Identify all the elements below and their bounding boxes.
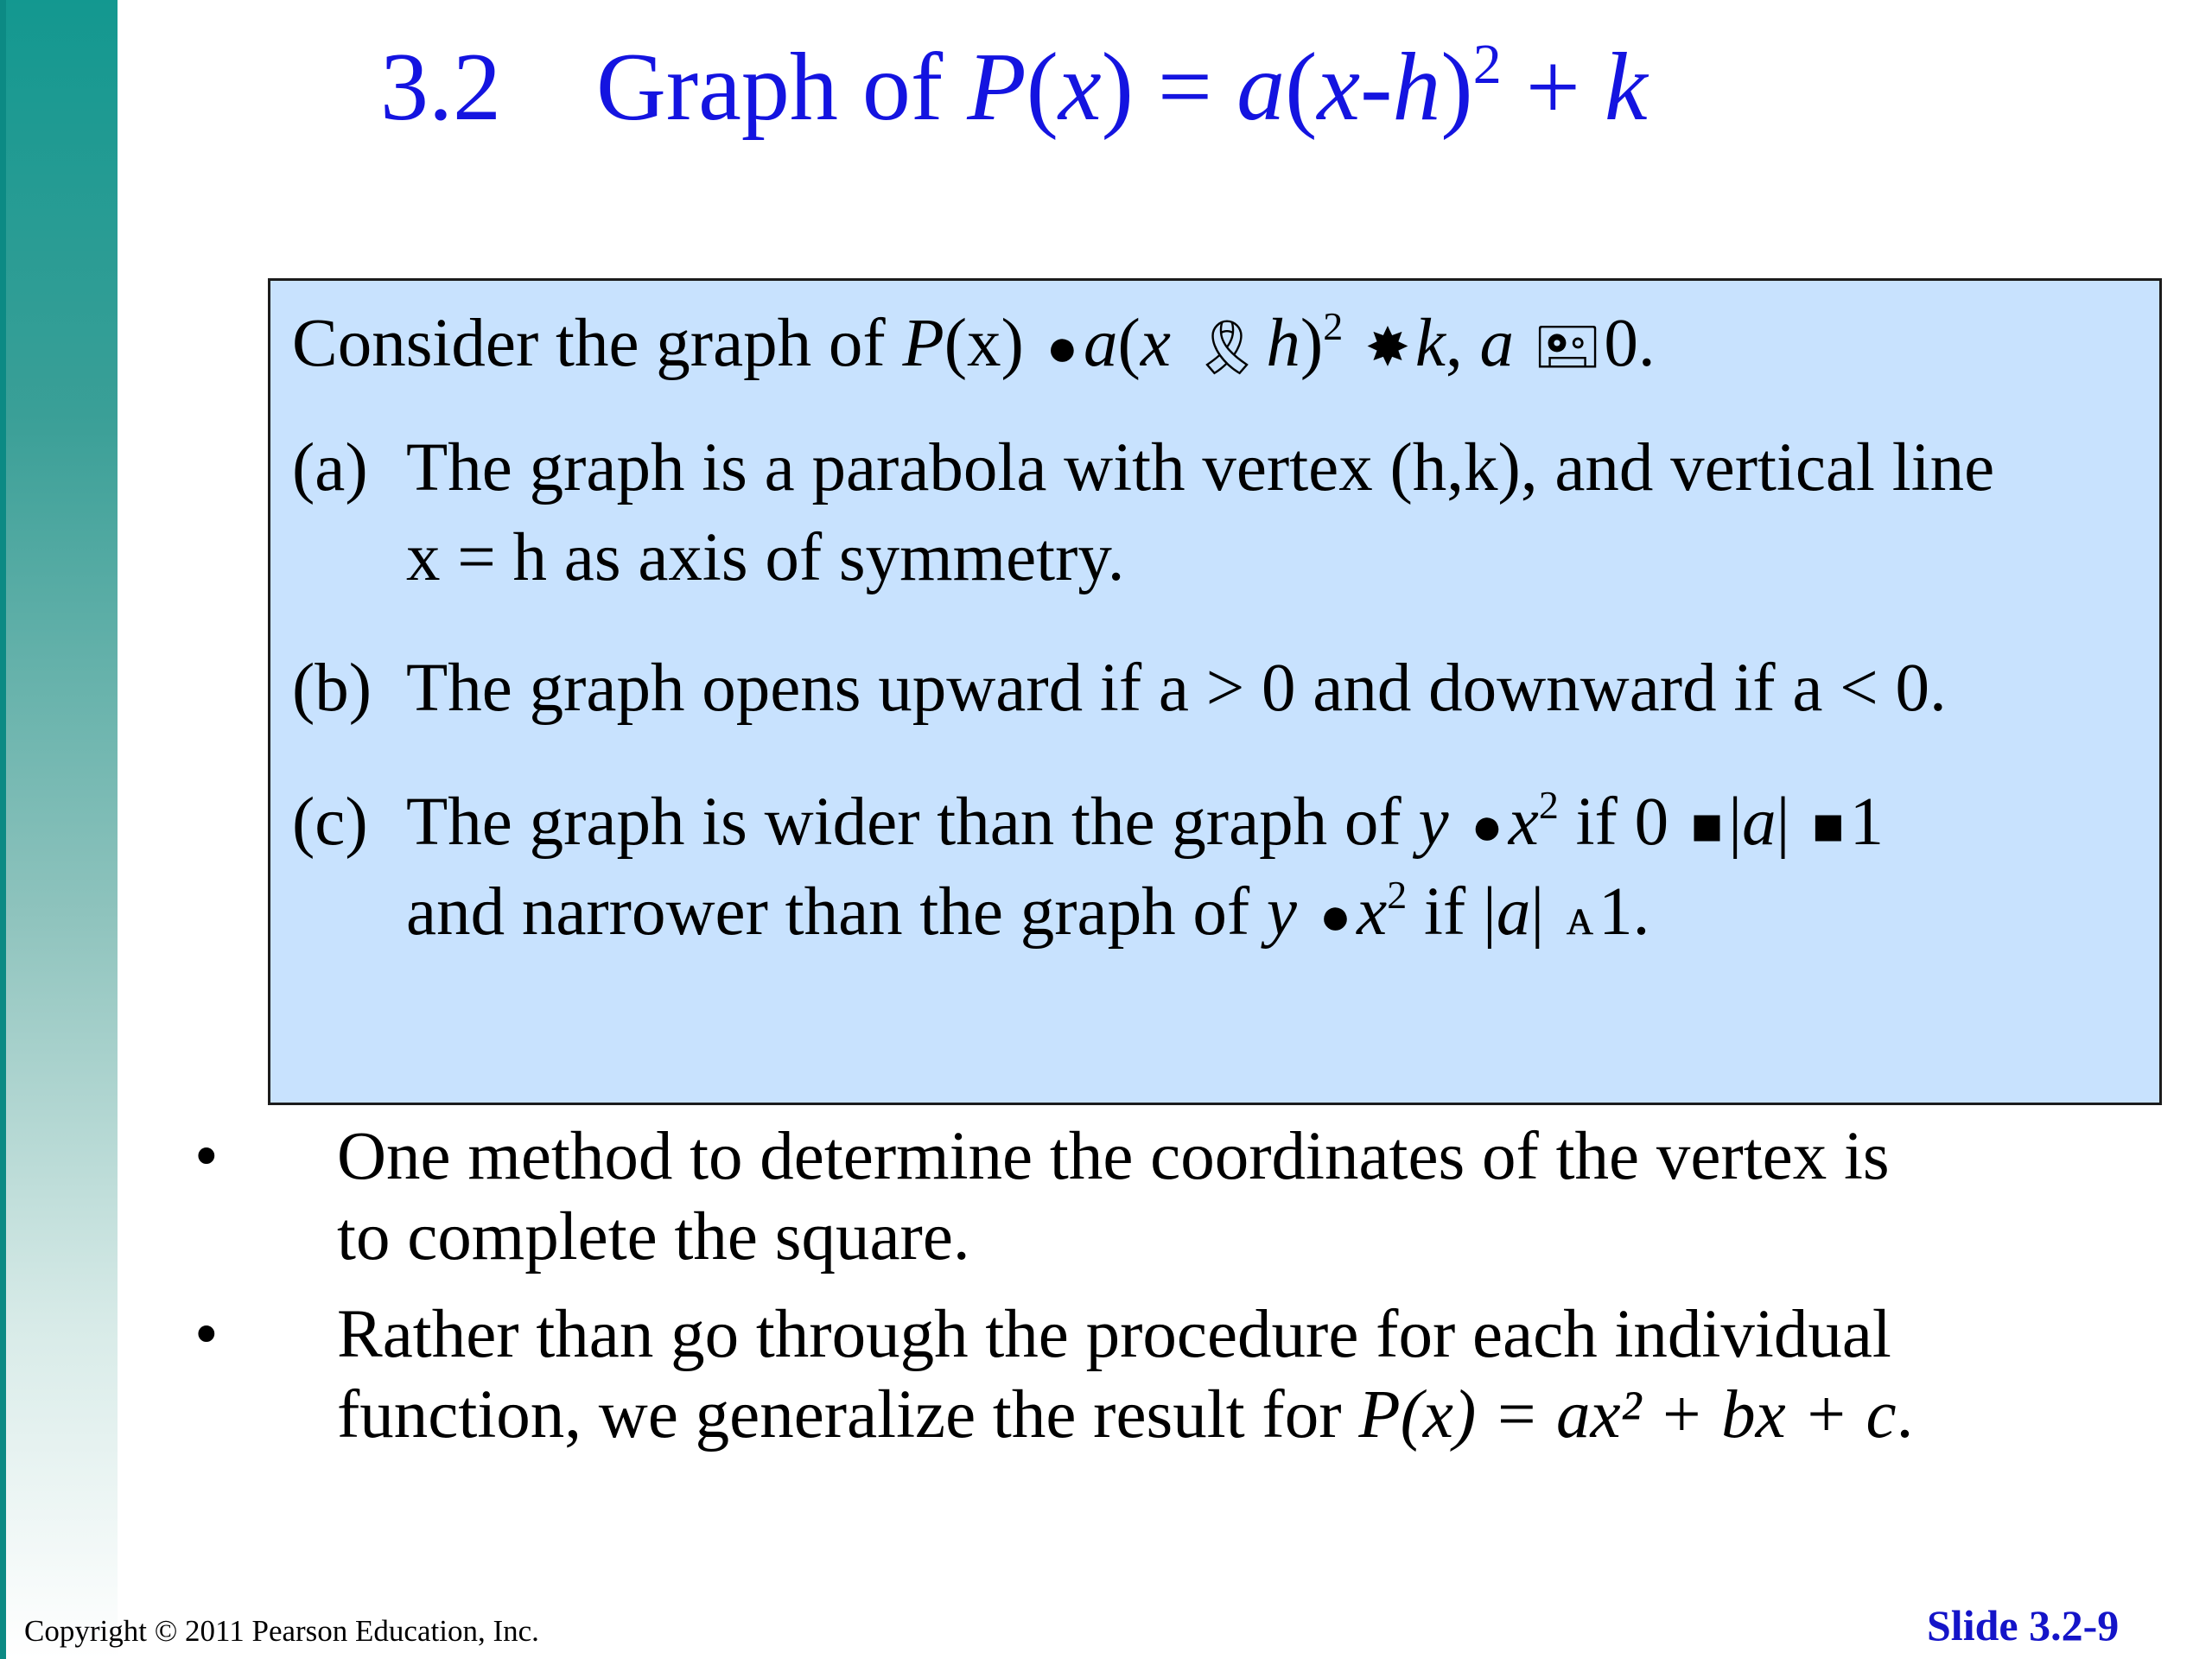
- item-c-line1-text: The graph is wider than the graph of: [406, 785, 1402, 860]
- intro-a: a: [1479, 306, 1514, 381]
- intro-comma: ,: [1446, 306, 1480, 381]
- title-paren: (: [1026, 34, 1058, 141]
- intro-exp: 2: [1323, 304, 1344, 348]
- title-minus: -: [1360, 34, 1393, 141]
- intro-eq-a: a: [1084, 306, 1118, 381]
- item-c-end2: 1.: [1599, 874, 1650, 950]
- equals-glyph-icon: ●: [1046, 319, 1079, 378]
- slide-number: Slide 3.2-9: [1927, 1601, 2120, 1649]
- intro-text: Consider the graph of: [292, 306, 903, 381]
- item-c-label: (c): [292, 785, 368, 860]
- not-equal-glyph-icon: 🖭: [1535, 319, 1599, 378]
- box-intro: [292, 305, 1656, 384]
- item-c-line1: The graph is wider than the graph of y $●x^2$ if 0 ■|a| ■1: [406, 778, 1884, 872]
- equals-glyph-icon: ●: [1319, 887, 1352, 946]
- intro-x: x: [1140, 306, 1171, 381]
- bullet-item: [181, 1294, 2126, 1455]
- intro-close: ): [1300, 306, 1324, 381]
- title-k: k: [1604, 34, 1648, 141]
- intro-zero: 0.: [1604, 306, 1656, 381]
- sidebar-gradient: [0, 0, 118, 1659]
- item-c-if1: if 0: [1558, 785, 1686, 860]
- bullet-1-line1: One method to determine the coordinates of the vertex is: [337, 1119, 1890, 1194]
- sidebar-edge: [0, 0, 6, 1659]
- item-c-if2: if: [1407, 874, 1483, 950]
- bullet-dot-icon: •: [194, 1297, 219, 1372]
- item-b-line1: The graph opens upward if a > 0 and downward if a < 0.: [406, 651, 1947, 726]
- title-x: x: [1317, 34, 1361, 141]
- title-paren-close: ): [1440, 34, 1473, 141]
- title-a: a: [1236, 34, 1286, 141]
- definition-box: [268, 278, 2162, 1105]
- bullet-1-line2: to complete the square.: [337, 1199, 970, 1274]
- item-c-x2: x: [1357, 874, 1388, 950]
- intro-k: k: [1414, 306, 1446, 381]
- title-prefix: Graph of: [596, 34, 968, 141]
- bullet-2-line2-text: function, we generalize the result for: [337, 1377, 1359, 1452]
- bullet-2-formula: P(x) = ax² + bx + c: [1358, 1377, 1897, 1452]
- slide-title: [380, 35, 1648, 141]
- greater-than-glyph-icon: ᴀ: [1566, 887, 1594, 946]
- item-c-exp1: 2: [1538, 783, 1559, 827]
- item-c-y2: y: [1266, 874, 1297, 950]
- less-than-glyph-icon: ■: [1812, 798, 1845, 856]
- item-c-line2: and narrower than the graph of y $●x^2$ if |a| ᴀ1.: [406, 868, 1649, 962]
- bullet-2-line1: Rather than go through the procedure for each individual: [337, 1297, 1891, 1372]
- item-c-a2: a: [1496, 874, 1531, 950]
- title-var: x: [1058, 34, 1102, 141]
- title-plus: +: [1501, 34, 1605, 141]
- intro-func: P: [902, 306, 944, 381]
- minus-glyph-icon: 🎗: [1192, 319, 1262, 378]
- intro-h: h: [1266, 306, 1300, 381]
- item-a-label: (a): [292, 430, 368, 505]
- item-a: [292, 423, 2150, 603]
- item-c-end1: 1: [1849, 785, 1885, 860]
- item-c-exp2: 2: [1387, 873, 1408, 917]
- title-equals: ) =: [1101, 34, 1237, 141]
- intro-open: (: [1117, 306, 1141, 381]
- item-a-line1: The graph is a parabola with vertex (h,k), and vertical line: [406, 430, 1995, 505]
- item-c-a1: a: [1742, 785, 1777, 860]
- bullet-2-period: .: [1896, 1377, 1914, 1452]
- title-exponent: 2: [1472, 33, 1502, 96]
- item-c-x1: x: [1508, 785, 1539, 860]
- title-func: P: [967, 34, 1027, 141]
- plus-glyph-icon: ✸: [1364, 319, 1410, 378]
- item-b-label: (b): [292, 651, 372, 726]
- item-a-line2: x = h as axis of symmetry.: [406, 520, 1125, 595]
- section-number: 3.2: [380, 34, 501, 141]
- bullet-list: [181, 1116, 2126, 1472]
- item-c-line2-text: and narrower than the graph of: [406, 874, 1250, 950]
- bullet-item: [181, 1116, 2126, 1277]
- item-c-y1: y: [1418, 785, 1449, 860]
- bullet-dot-icon: •: [194, 1119, 219, 1194]
- less-than-glyph-icon: ■: [1690, 798, 1724, 856]
- equals-glyph-icon: ●: [1471, 798, 1503, 856]
- bullet-2-line2: [337, 1375, 2126, 1455]
- title-paren-open: (: [1285, 34, 1318, 141]
- intro-arg: (x): [944, 306, 1024, 381]
- copyright-text: Copyright © 2011 Pearson Education, Inc.: [24, 1614, 539, 1648]
- title-h: h: [1392, 34, 1441, 141]
